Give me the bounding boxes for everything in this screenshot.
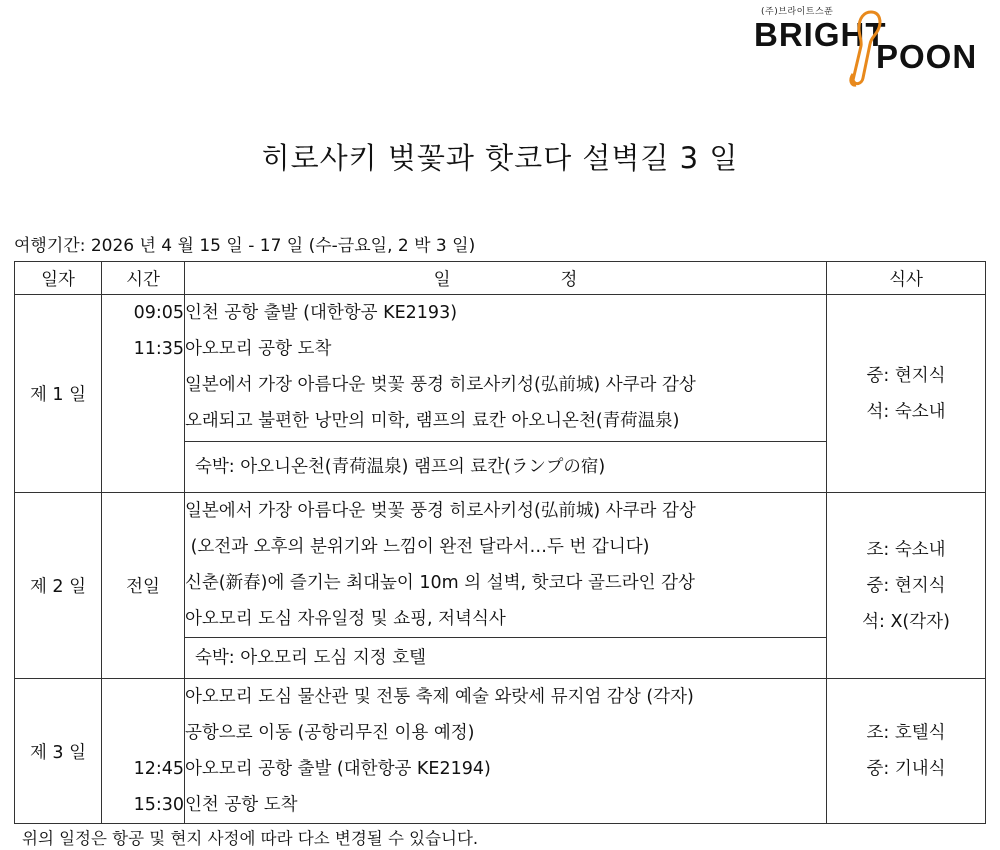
company-logo	[752, 4, 988, 90]
plan-line: 일본에서 가장 아름다운 벚꽃 풍경 히로사키성(弘前城) 사쿠라 감상	[185, 501, 696, 521]
table-row	[15, 295, 986, 442]
plan-line: 신춘(新春)에 즐기는 최대높이 10m 의 설벽, 핫코다 골드라인 감상	[185, 573, 695, 593]
meal-cell	[827, 679, 986, 824]
header-plan-char-1: 일	[433, 269, 451, 290]
header-day: 일자	[15, 262, 102, 295]
plan-line: 공항으로 이동 (공항리무진 이용 예정)	[185, 723, 475, 743]
day-label: 제 1 일	[15, 295, 102, 493]
day-label: 제 3 일	[15, 679, 102, 824]
meal-line: 석: 숙소내	[866, 401, 946, 422]
time-value: 09:05	[133, 303, 184, 323]
time-all-day: 전일	[102, 493, 185, 679]
plan-line: 아오모리 도심 자유일정 및 쇼핑, 저녁식사	[185, 609, 506, 629]
itinerary-table	[14, 261, 986, 824]
logo-company-name: (주)브라이트스푼	[761, 7, 834, 17]
plan-line: (오전과 오후의 분위기와 느낌이 완전 달라서…두 번 갑니다)	[185, 537, 650, 557]
plan-cell	[185, 679, 827, 824]
footnote: 위의 일정은 항공 및 현지 사정에 따라 다소 변경될 수 있습니다.	[22, 829, 479, 848]
meal-line: 조: 숙소내	[866, 539, 946, 560]
time-value: 11:35	[133, 339, 184, 359]
table-row	[15, 679, 986, 824]
meal-line: 중: 기내식	[866, 759, 946, 779]
header-time: 시간	[102, 262, 185, 295]
document-title: 히로사키 벚꽃과 핫코다 설벽길 3 일	[261, 141, 739, 175]
meal-line: 중: 현지식	[866, 575, 946, 596]
meal-cell	[827, 493, 986, 679]
header-plan	[185, 262, 827, 295]
plan-line: 일본에서 가장 아름다운 벚꽃 풍경 히로사키성(弘前城) 사쿠라 감상	[185, 375, 696, 395]
meal-cell	[827, 295, 986, 493]
logo-word-poon: POON	[876, 38, 978, 75]
plan-line: 인천 공항 출발 (대한항공 KE2193)	[185, 303, 458, 323]
lodging-text: 숙박: 아오모리 도심 지정 호텔	[195, 648, 427, 668]
plan-cell	[185, 493, 827, 638]
plan-line: 아오모리 공항 도착	[185, 339, 332, 359]
plan-line: 아오모리 도심 물산관 및 전통 축제 예술 와랏세 뮤지엄 감상 (각자)	[185, 687, 694, 707]
time-cell	[102, 679, 185, 824]
time-value	[102, 679, 184, 715]
time-value	[102, 715, 184, 751]
lodging-text: 숙박: 아오니온천(青荷温泉) 램프의 료칸(ランプの宿)	[195, 457, 606, 477]
header-meal: 식사	[827, 262, 986, 295]
plan-cell	[185, 295, 827, 442]
travel-period: 여행기간: 2026 년 4 월 15 일 - 17 일 (수-금요일, 2 박 3 일)	[14, 236, 476, 256]
lodging-cell	[185, 638, 827, 679]
logo-word-bright: BRIGHT	[754, 16, 887, 53]
plan-line: 오래되고 불편한 낭만의 미학, 램프의 료칸 아오니온천(青荷温泉)	[185, 411, 680, 431]
lodging-cell	[185, 442, 827, 493]
plan-line: 인천 공항 도착	[185, 795, 298, 815]
meal-line: 석: X(각자)	[862, 611, 950, 632]
time-cell	[102, 295, 185, 493]
table-header-row	[15, 262, 986, 295]
header-plan-char-2: 정	[560, 269, 578, 290]
meal-line: 조: 호텔식	[866, 723, 946, 743]
time-value: 15:30	[133, 795, 184, 815]
table-row	[15, 493, 986, 638]
meal-line: 중: 현지식	[866, 365, 946, 386]
plan-line: 아오모리 공항 출발 (대한항공 KE2194)	[185, 759, 491, 779]
time-value: 12:45	[133, 759, 184, 779]
day-label: 제 2 일	[15, 493, 102, 679]
